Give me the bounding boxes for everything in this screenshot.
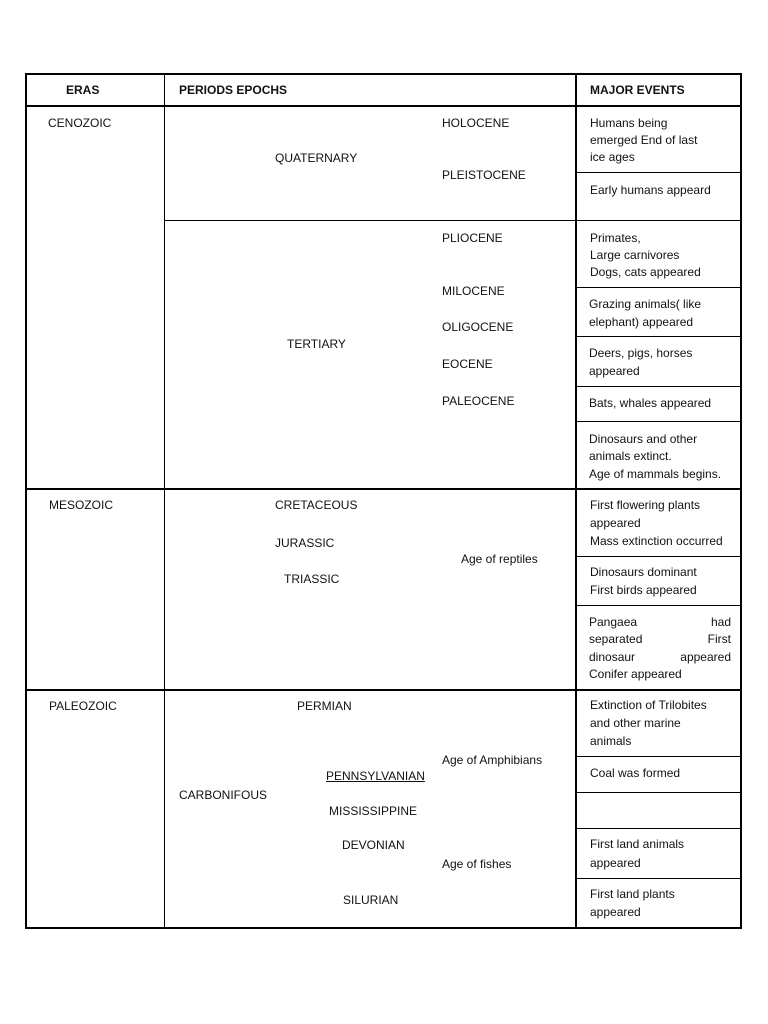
period-pennsylvanian: PENNSYLVANIAN <box>326 769 425 783</box>
epoch-oligocene: OLIGOCENE <box>442 320 514 334</box>
period-quaternary: QUATERNARY <box>275 151 358 165</box>
event-line: dinosaur appeared <box>589 650 731 664</box>
epoch-eocene: EOCENE <box>442 357 493 371</box>
epoch-pliocene: PLIOCENE <box>442 231 503 245</box>
event-line: elephant) appeared <box>589 315 694 329</box>
period-mississippian: MISSISSIPPINE <box>329 804 418 818</box>
header-eras: ERAS <box>66 83 100 97</box>
event-line: First land plants <box>590 887 675 901</box>
event-line: First flowering plants <box>590 498 701 512</box>
event-line: Early humans appeard <box>590 183 711 197</box>
event-line: animals extinct. <box>589 449 672 463</box>
table-border-left <box>25 73 27 929</box>
event-line: appeared <box>589 364 640 378</box>
event-divider <box>576 605 741 606</box>
header-periods-epochs: PERIODS EPOCHS <box>179 83 288 97</box>
age-of-amphibians: Age of Amphibians <box>442 753 543 767</box>
event-line: First birds appeared <box>590 583 697 597</box>
event-divider <box>576 287 741 288</box>
age-of-fishes: Age of fishes <box>442 857 512 871</box>
header-major-events: MAJOR EVENTS <box>590 83 685 97</box>
era-divider-paleozoic <box>25 689 742 691</box>
event-line: and other marine <box>590 716 681 730</box>
table-border-right <box>740 73 742 929</box>
table-border-top <box>25 73 742 75</box>
event-line: Pangaea had <box>589 615 731 629</box>
event-line: Large carnivores <box>590 248 680 262</box>
event-line: Conifer appeared <box>589 667 682 681</box>
event-divider <box>576 386 741 387</box>
header-divider <box>25 105 742 107</box>
column-divider-eras <box>164 73 165 929</box>
period-jurassic: JURASSIC <box>275 536 335 550</box>
era-divider-mesozoic <box>25 488 742 490</box>
event-line: Dinosaurs dominant <box>590 565 697 579</box>
period-triassic: TRIASSIC <box>284 572 340 586</box>
period-devonian: DEVONIAN <box>342 838 405 852</box>
event-divider <box>576 336 741 337</box>
event-line: Bats, whales appeared <box>589 396 712 410</box>
event-line: Age of mammals begins. <box>589 467 722 481</box>
event-line: Dogs, cats appeared <box>590 265 701 279</box>
event-divider <box>576 878 741 879</box>
event-divider <box>576 756 741 757</box>
event-line: Grazing animals( like <box>589 297 702 311</box>
column-divider-events <box>575 73 577 929</box>
period-cretaceous: CRETACEOUS <box>275 498 358 512</box>
epoch-paleocene: PALEOCENE <box>442 394 515 408</box>
event-line: Coal was formed <box>590 766 681 780</box>
event-line: separated First <box>589 632 731 646</box>
event-divider <box>576 556 741 557</box>
event-line: Dinosaurs and other <box>589 432 698 446</box>
event-line: First land animals <box>590 837 685 851</box>
event-divider <box>576 828 741 829</box>
event-line: appeared <box>590 905 641 919</box>
period-divider-tertiary <box>165 220 742 221</box>
period-tertiary: TERTIARY <box>287 337 346 351</box>
event-line: animals <box>590 734 632 748</box>
event-line: Primates, <box>590 231 641 245</box>
epoch-milocene: MILOCENE <box>442 284 505 298</box>
period-silurian: SILURIAN <box>343 893 399 907</box>
event-line: Humans being <box>590 116 668 130</box>
table-border-bottom <box>25 927 742 929</box>
event-line: emerged End of last <box>590 133 698 147</box>
epoch-holocene: HOLOCENE <box>442 116 510 130</box>
epoch-pleistocene: PLEISTOCENE <box>442 168 526 182</box>
event-divider <box>576 172 741 173</box>
event-divider <box>576 421 741 422</box>
event-line: Mass extinction occurred <box>590 534 723 548</box>
event-line: appeared <box>590 856 641 870</box>
period-carboniferous: CARBONIFOUS <box>179 788 268 802</box>
event-divider <box>576 792 741 793</box>
era-mesozoic: MESOZOIC <box>49 498 114 512</box>
event-line: Extinction of Trilobites <box>590 698 707 712</box>
era-cenozoic: CENOZOIC <box>48 116 112 130</box>
event-line: Deers, pigs, horses <box>589 346 693 360</box>
age-of-reptiles: Age of reptiles <box>461 552 538 566</box>
event-line: appeared <box>590 516 641 530</box>
era-paleozoic: PALEOZOIC <box>49 699 117 713</box>
period-permian: PERMIAN <box>297 699 352 713</box>
event-line: ice ages <box>590 150 635 164</box>
